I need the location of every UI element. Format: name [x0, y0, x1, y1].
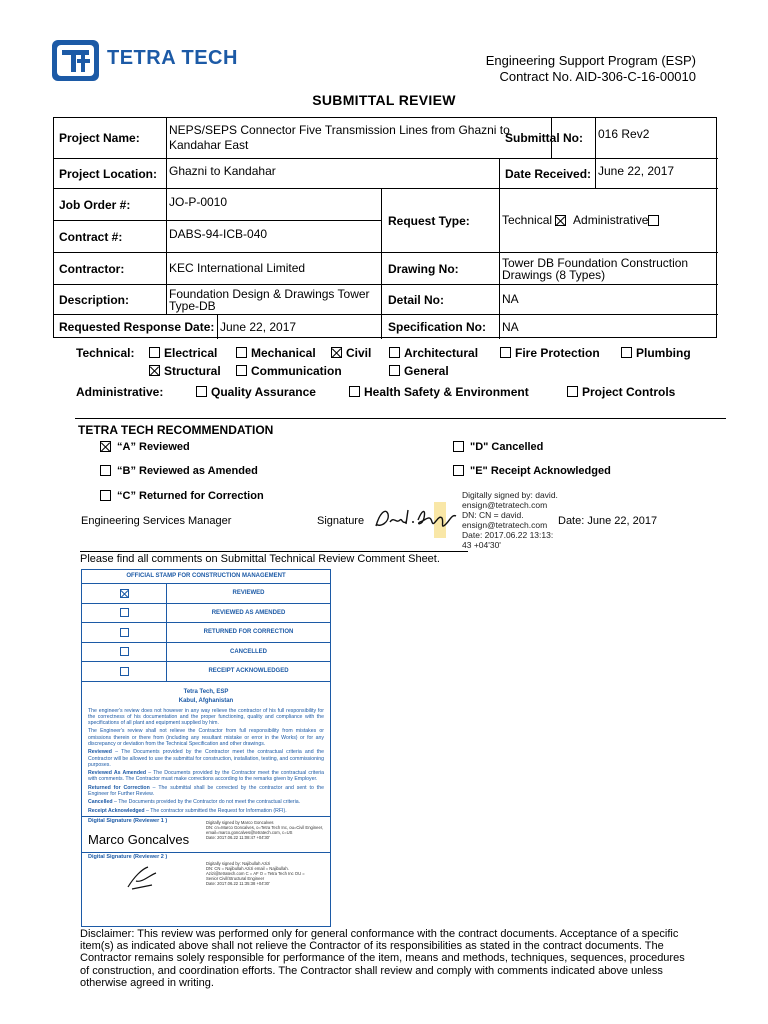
discipline-general[interactable] [389, 364, 449, 378]
project-location-value: Ghazni to Kandahar [167, 159, 500, 189]
hse-label: Health Safety & Environment [364, 385, 529, 399]
stamp-para: The engineer's review does not however in any way relieve the contractor of his full responsibility for the correctness of his documentation and the proper functioning, quality and compliance with the specifications of all plant and equipment supplied by him. [88, 707, 324, 727]
rec-e-checkbox[interactable] [453, 465, 464, 476]
plumbing-label: Plumbing [636, 346, 691, 360]
electrical-checkbox[interactable] [149, 347, 160, 358]
communication-checkbox[interactable] [236, 365, 247, 376]
rec-a-checkbox[interactable] [100, 441, 111, 452]
note-divider [80, 551, 468, 552]
discipline-electrical[interactable] [149, 346, 217, 360]
project-name-value: NEPS/SEPS Connector Five Transmission Lines from Ghazni to Kandahar East [167, 118, 552, 159]
david-ensign-signature-icon [372, 502, 462, 538]
rec-e-acknowledged[interactable] [453, 465, 611, 477]
general-checkbox[interactable] [389, 365, 400, 376]
comments-note: Please find all comments on Submittal Technical Review Comment Sheet. [80, 553, 440, 565]
rec-d-cancelled[interactable] [453, 441, 543, 453]
stamp-signature-2 [82, 852, 330, 896]
rec-c-checkbox[interactable] [100, 490, 111, 501]
signature-date: Date: June 22, 2017 [558, 515, 658, 527]
stamp-signature-1 [82, 816, 330, 852]
header-program-block [486, 53, 696, 85]
stamp-row-correction [82, 623, 330, 643]
submittal-info-table [53, 117, 717, 338]
stamp-para: The Engineer's review shall not relieve the Contractor from full responsibility from mistakes or omissions therein or there from (including any resultant mistake or error in the Works) or for any discrepancy or deviation from the Technical Specification and other drawings. [88, 728, 324, 747]
technical-label: Technical: [76, 346, 135, 360]
stamp-correction-checkbox[interactable] [120, 628, 129, 637]
najibullah-signature-icon [122, 863, 162, 893]
rec-b-checkbox[interactable] [100, 465, 111, 476]
stamp-reviewed-checkbox[interactable] [120, 589, 129, 598]
stamp-terms [82, 706, 330, 814]
signature-label: Signature [317, 515, 365, 527]
stamp-correction-label: RETURNED FOR CORRECTION [203, 629, 294, 636]
stamp-org-location: Kabul, Afghanistan [178, 697, 234, 704]
civil-label: Civil [346, 346, 372, 360]
fire-protection-checkbox[interactable] [500, 347, 511, 358]
general-label: General [404, 364, 449, 378]
stamp-sig1-details: Digitally signed by Marco Goncalves DN: cn=Marco Goncalves, o=Tetra Tech Inc, ou=Civil Engineer, email=marco.goncalves@tetratech.com, c=US Date: 2017.06.22 11:08:47 +04'30' [206, 819, 324, 840]
drawing-no-label: Drawing No: [382, 253, 500, 285]
request-administrative-label: Administrative [573, 213, 649, 227]
mechanical-label: Mechanical [251, 346, 316, 360]
discipline-structural[interactable] [149, 364, 221, 378]
structural-label: Structural [164, 364, 221, 378]
communication-label: Communication [251, 364, 342, 378]
contract-number: Contract No. AID-306-C-16-00010 [499, 69, 696, 84]
requested-response-label: Requested Response Date: [54, 315, 218, 339]
date-received-label: Date Received: [500, 159, 596, 189]
digsig-line: ensign@tetratech.com [462, 500, 548, 510]
stamp-cancelled-checkbox[interactable] [120, 647, 129, 656]
stamp-acknowledged-checkbox[interactable] [120, 667, 129, 676]
stamp-term-acknowledged: Receipt Acknowledged – The contractor submitted the Request for Information (RFI). [88, 807, 287, 814]
project-location-label: Project Location: [54, 159, 167, 189]
discipline-quality-assurance[interactable] [196, 385, 316, 399]
technical-disciplines-row [76, 346, 134, 360]
plumbing-checkbox[interactable] [621, 347, 632, 358]
program-name: Engineering Support Program (ESP) [485, 53, 696, 68]
request-type-options [500, 189, 718, 253]
detail-no-value: NA [500, 285, 718, 315]
stamp-sig1-label: Digital Signature (Reviewer 1 ) [88, 817, 168, 824]
stamp-term-amended: Reviewed As Amended – The Documents provided by the Contractor meet the contractual criteria with comments. The Contractor must make corrections according to the remarks given by Employer. [88, 770, 324, 783]
submittal-no-value: 016 Rev2 [596, 118, 718, 159]
drawing-no-value: Tower DB Foundation Construction Drawings (8 Types) [500, 253, 718, 285]
discipline-hse[interactable] [349, 385, 529, 399]
stamp-sig1-name: Marco Goncalves [88, 831, 190, 847]
stamp-row-cancelled [82, 643, 330, 663]
rec-b-amended[interactable] [100, 465, 258, 477]
stamp-row-acknowledged [82, 662, 330, 682]
stamp-sig2-details: Digitally signed by: Najibullah Azizi DN: CN = Najibullah Azizi email = Najibullah. Azizi@tetratech.com C = AF O = Tetra Tech Inc OU = Senior Civil/Structural Engineer Date: 2017.06.22 11:35:38 +04'30' [206, 860, 305, 886]
stamp-term-reviewed: Reviewed – The Documents provided by the Contractor meet the contractual criteria and the Contractor will be allowed to use the submittal for construction, installation, testing, and commissioning purposes. [88, 749, 324, 768]
section-divider [75, 418, 726, 419]
job-order-label: Job Order #: [54, 189, 167, 221]
rec-e-label: "E" Receipt Acknowledged [470, 465, 611, 477]
structural-checkbox[interactable] [149, 365, 160, 376]
contract-label: Contract #: [54, 221, 167, 253]
discipline-mechanical[interactable] [236, 346, 316, 360]
hse-checkbox[interactable] [349, 386, 360, 397]
detail-no-label: Detail No: [382, 285, 500, 315]
discipline-architectural[interactable] [389, 346, 478, 360]
document-title: SUBMITTAL REVIEW [312, 92, 456, 108]
stamp-row-reviewed [82, 584, 330, 604]
request-administrative-checkbox[interactable] [648, 215, 659, 226]
quality-assurance-label: Quality Assurance [211, 385, 316, 399]
discipline-communication[interactable] [236, 364, 342, 378]
digsig-line: Digitally signed by: david. [462, 490, 558, 500]
mechanical-checkbox[interactable] [236, 347, 247, 358]
specification-no-label: Specification No: [382, 315, 500, 339]
rec-c-correction[interactable] [100, 490, 264, 502]
official-stamp [81, 569, 331, 927]
brand-name: TETRA TECH [107, 47, 238, 69]
rec-c-label: “C” Returned for Correction [117, 490, 264, 502]
discipline-plumbing[interactable] [621, 346, 691, 360]
job-order-value: JO-P-0010 [167, 189, 382, 221]
fire-protection-label: Fire Protection [515, 346, 600, 360]
recommendation-title: TETRA TECH RECOMMENDATION [78, 423, 274, 437]
stamp-term-cancelled: Cancelled – The Documents provided by the Contractor do not meet the contractual criteria. [88, 799, 301, 806]
digsig-line: 43 +04'30' [462, 540, 501, 550]
civil-checkbox[interactable] [331, 347, 342, 358]
discipline-project-controls[interactable] [567, 385, 675, 399]
rec-b-label: “B” Reviewed as Amended [117, 465, 258, 477]
disclaimer: Disclaimer: This review was performed only for general conformance with the contract documents. Acceptance of a specific item(s) as indicated above shall not relieve the Contractor of its responsibilities as stated in the contract documents. The Contractor remains solely responsible for performance of the item, means and methods, techniques, sequences, procedures of construction, and coordination efforts. The Contractor shall review and comply with comments indicated above unless otherwise agreed in writing. [80, 928, 685, 989]
description-value: Foundation Design & Drawings Tower Type-DB [167, 285, 382, 315]
contractor-label: Contractor: [54, 253, 167, 285]
request-technical-label: Technical [502, 213, 553, 227]
tetra-tech-logo [52, 40, 99, 81]
stamp-cancelled-label: CANCELLED [230, 648, 267, 655]
contract-value: DABS-94-ICB-040 [167, 221, 382, 253]
stamp-amended-label: REVIEWED AS AMENDED [211, 609, 286, 616]
request-technical-checkbox[interactable] [555, 215, 566, 226]
stamp-sig2-label: Digital Signature (Reviewer 2 ) [88, 853, 168, 860]
stamp-organization [82, 682, 330, 706]
date-received-value: June 22, 2017 [596, 159, 718, 189]
electrical-label: Electrical [164, 346, 218, 360]
discipline-civil[interactable] [331, 346, 371, 360]
digsig-line: DN: CN = david. [462, 510, 524, 520]
discipline-fire-protection[interactable] [500, 346, 600, 360]
rec-a-reviewed[interactable] [100, 441, 190, 453]
project-controls-checkbox[interactable] [567, 386, 578, 397]
rec-d-label: "D" Cancelled [470, 441, 544, 453]
quality-assurance-checkbox[interactable] [196, 386, 207, 397]
architectural-checkbox[interactable] [389, 347, 400, 358]
stamp-acknowledged-label: RECEIPT ACKNOWLEDGED [208, 668, 289, 675]
stamp-amended-checkbox[interactable] [120, 608, 129, 617]
digsig-line: ensign@tetratech.com [462, 520, 548, 530]
project-name-label: Project Name: [54, 118, 167, 159]
signer-role: Engineering Services Manager [81, 515, 232, 527]
architectural-label: Architectural [404, 346, 479, 360]
rec-d-checkbox[interactable] [453, 441, 464, 452]
stamp-header: OFFICIAL STAMP FOR CONSTRUCTION MANAGEMENT [82, 570, 330, 584]
description-label: Description: [54, 285, 167, 315]
stamp-reviewed-label: REVIEWED [232, 590, 265, 597]
contractor-value: KEC International Limited [167, 253, 382, 285]
stamp-row-amended [82, 604, 330, 624]
stamp-term-correction: Returned for Correction – The submittal shall be corrected by the contractor and sent to the Engineer for Further Review. [88, 784, 324, 798]
digital-signature-details [462, 490, 558, 550]
rec-a-label: “A” Reviewed [117, 441, 190, 453]
request-type-label: Request Type: [382, 189, 500, 253]
project-controls-label: Project Controls [582, 385, 676, 399]
administrative-label: Administrative: [76, 385, 164, 399]
stamp-org-name: Tetra Tech, ESP [183, 688, 229, 695]
specification-no-value: NA [502, 319, 519, 334]
requested-response-value: June 22, 2017 [218, 315, 382, 339]
digsig-line: Date: 2017.06.22 13:13: [462, 530, 554, 540]
submittal-no-label: Submittal No: [500, 118, 596, 159]
